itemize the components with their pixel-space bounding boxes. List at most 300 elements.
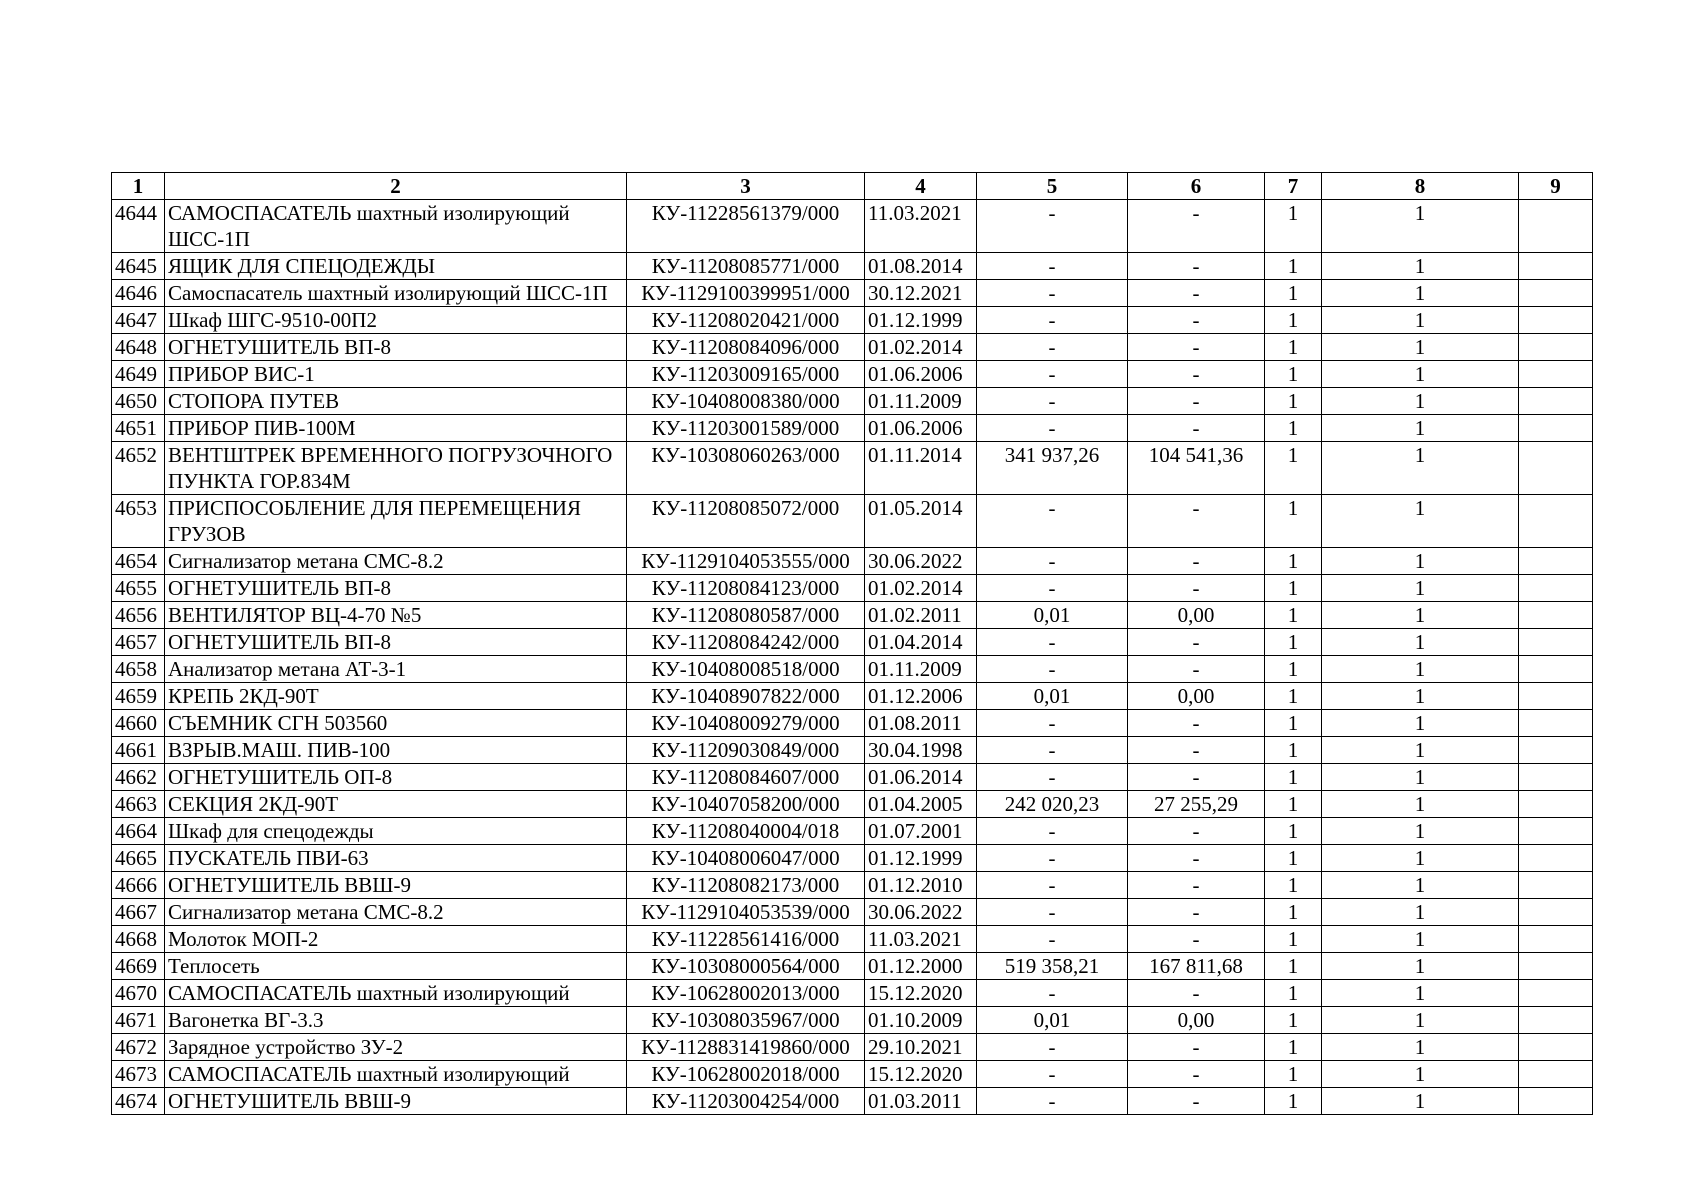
column-8-cell: 1 <box>1322 1007 1519 1034</box>
inventory-number-cell: КУ-10628002018/000 <box>627 1061 865 1088</box>
column-8-cell: 1 <box>1322 361 1519 388</box>
column-5-cell: - <box>977 1061 1128 1088</box>
item-name-cell: ЯЩИК ДЛЯ СПЕЦОДЕЖДЫ <box>165 253 627 280</box>
column-header-6: 6 <box>1128 173 1265 200</box>
table-row <box>112 737 1593 764</box>
table-row <box>112 415 1593 442</box>
column-8-cell: 1 <box>1322 1088 1519 1115</box>
table-row <box>112 926 1593 953</box>
table-row <box>112 656 1593 683</box>
date-cell: 01.03.2011 <box>865 1088 977 1115</box>
inventory-number-cell: КУ-11208080587/000 <box>627 602 865 629</box>
date-cell: 30.12.2021 <box>865 280 977 307</box>
item-name-cell: Сигнализатор метана СМС-8.2 <box>165 548 627 575</box>
column-6-cell: - <box>1128 280 1265 307</box>
item-name-cell: Теплосеть <box>165 953 627 980</box>
column-8-cell: 1 <box>1322 791 1519 818</box>
inventory-number-cell: КУ-11208084096/000 <box>627 334 865 361</box>
column-8-cell: 1 <box>1322 495 1519 548</box>
column-8-cell: 1 <box>1322 710 1519 737</box>
column-7-cell: 1 <box>1265 872 1322 899</box>
column-8-cell: 1 <box>1322 1061 1519 1088</box>
column-6-cell: - <box>1128 872 1265 899</box>
column-9-cell <box>1519 899 1593 926</box>
date-cell: 30.04.1998 <box>865 737 977 764</box>
item-name-cell: Самоспасатель шахтный изолирующий ШСС-1П <box>165 280 627 307</box>
column-5-cell: - <box>977 980 1128 1007</box>
row-number-cell: 4646 <box>112 280 165 307</box>
inventory-number-cell: КУ-11203009165/000 <box>627 361 865 388</box>
column-9-cell <box>1519 926 1593 953</box>
table-row <box>112 1034 1593 1061</box>
column-5-cell: - <box>977 845 1128 872</box>
column-header-3: 3 <box>627 173 865 200</box>
date-cell: 01.06.2014 <box>865 764 977 791</box>
column-7-cell: 1 <box>1265 361 1322 388</box>
column-5-cell: 0,01 <box>977 1007 1128 1034</box>
table-row <box>112 791 1593 818</box>
column-6-cell: - <box>1128 845 1265 872</box>
column-5-cell: - <box>977 872 1128 899</box>
column-9-cell <box>1519 334 1593 361</box>
date-cell: 01.08.2011 <box>865 710 977 737</box>
table-row <box>112 575 1593 602</box>
table-row <box>112 1061 1593 1088</box>
column-6-cell: - <box>1128 253 1265 280</box>
row-number-cell: 4674 <box>112 1088 165 1115</box>
column-5-cell: - <box>977 926 1128 953</box>
column-8-cell: 1 <box>1322 764 1519 791</box>
inventory-number-cell: КУ-10308060263/000 <box>627 442 865 495</box>
item-name-cell: ОГНЕТУШИТЕЛЬ ОП-8 <box>165 764 627 791</box>
table-row <box>112 953 1593 980</box>
column-7-cell: 1 <box>1265 845 1322 872</box>
column-9-cell <box>1519 710 1593 737</box>
column-6-cell: - <box>1128 737 1265 764</box>
row-number-cell: 4672 <box>112 1034 165 1061</box>
column-9-cell <box>1519 980 1593 1007</box>
inventory-number-cell: КУ-10308000564/000 <box>627 953 865 980</box>
row-number-cell: 4657 <box>112 629 165 656</box>
column-9-cell <box>1519 1034 1593 1061</box>
row-number-cell: 4670 <box>112 980 165 1007</box>
item-name-cell: ПРИСПОСОБЛЕНИЕ ДЛЯ ПЕРЕМЕЩЕНИЯ ГРУЗОВ <box>165 495 627 548</box>
table-row <box>112 361 1593 388</box>
column-5-cell: - <box>977 548 1128 575</box>
column-6-cell: - <box>1128 710 1265 737</box>
inventory-number-cell: КУ-10408006047/000 <box>627 845 865 872</box>
column-9-cell <box>1519 200 1593 253</box>
column-8-cell: 1 <box>1322 602 1519 629</box>
column-6-cell: - <box>1128 334 1265 361</box>
inventory-number-cell: КУ-11208085771/000 <box>627 253 865 280</box>
column-7-cell: 1 <box>1265 307 1322 334</box>
table-row <box>112 764 1593 791</box>
header-row <box>112 173 1593 200</box>
table-row <box>112 602 1593 629</box>
date-cell: 01.04.2005 <box>865 791 977 818</box>
column-5-cell: - <box>977 200 1128 253</box>
column-6-cell: - <box>1128 926 1265 953</box>
column-5-cell: 242 020,23 <box>977 791 1128 818</box>
date-cell: 01.02.2014 <box>865 575 977 602</box>
item-name-cell: ПРИБОР ПИВ-100М <box>165 415 627 442</box>
column-7-cell: 1 <box>1265 1034 1322 1061</box>
column-5-cell: - <box>977 388 1128 415</box>
column-7-cell: 1 <box>1265 656 1322 683</box>
date-cell: 01.05.2014 <box>865 495 977 548</box>
column-9-cell <box>1519 253 1593 280</box>
column-header-9: 9 <box>1519 173 1593 200</box>
column-9-cell <box>1519 1088 1593 1115</box>
inventory-number-cell: КУ-11208020421/000 <box>627 307 865 334</box>
row-number-cell: 4655 <box>112 575 165 602</box>
column-5-cell: - <box>977 710 1128 737</box>
item-name-cell: Молоток МОП-2 <box>165 926 627 953</box>
column-9-cell <box>1519 1007 1593 1034</box>
inventory-number-cell: КУ-11208084607/000 <box>627 764 865 791</box>
column-5-cell: - <box>977 307 1128 334</box>
column-5-cell: - <box>977 656 1128 683</box>
column-8-cell: 1 <box>1322 415 1519 442</box>
date-cell: 15.12.2020 <box>865 1061 977 1088</box>
inventory-number-cell: КУ-11208085072/000 <box>627 495 865 548</box>
item-name-cell: Зарядное устройство ЗУ-2 <box>165 1034 627 1061</box>
column-6-cell: - <box>1128 495 1265 548</box>
column-8-cell: 1 <box>1322 388 1519 415</box>
column-6-cell: - <box>1128 575 1265 602</box>
column-6-cell: 0,00 <box>1128 602 1265 629</box>
column-7-cell: 1 <box>1265 334 1322 361</box>
inventory-number-cell: КУ-11203004254/000 <box>627 1088 865 1115</box>
row-number-cell: 4660 <box>112 710 165 737</box>
column-9-cell <box>1519 361 1593 388</box>
row-number-cell: 4644 <box>112 200 165 253</box>
column-8-cell: 1 <box>1322 200 1519 253</box>
column-5-cell: - <box>977 253 1128 280</box>
date-cell: 11.03.2021 <box>865 200 977 253</box>
column-8-cell: 1 <box>1322 575 1519 602</box>
table-row <box>112 683 1593 710</box>
column-6-cell: - <box>1128 764 1265 791</box>
item-name-cell: Вагонетка ВГ-3.3 <box>165 1007 627 1034</box>
column-6-cell: 0,00 <box>1128 1007 1265 1034</box>
row-number-cell: 4663 <box>112 791 165 818</box>
row-number-cell: 4671 <box>112 1007 165 1034</box>
row-number-cell: 4664 <box>112 818 165 845</box>
inventory-number-cell: КУ-10407058200/000 <box>627 791 865 818</box>
date-cell: 01.12.1999 <box>865 845 977 872</box>
column-5-cell: - <box>977 334 1128 361</box>
inventory-number-cell: КУ-11208082173/000 <box>627 872 865 899</box>
inventory-number-cell: КУ-11209030849/000 <box>627 737 865 764</box>
column-9-cell <box>1519 548 1593 575</box>
column-7-cell: 1 <box>1265 388 1322 415</box>
asset-table <box>111 172 1593 1115</box>
column-5-cell: 519 358,21 <box>977 953 1128 980</box>
inventory-number-cell: КУ-1129100399951/000 <box>627 280 865 307</box>
column-8-cell: 1 <box>1322 818 1519 845</box>
column-8-cell: 1 <box>1322 1034 1519 1061</box>
inventory-number-cell: КУ-1128831419860/000 <box>627 1034 865 1061</box>
column-6-cell: - <box>1128 1034 1265 1061</box>
column-6-cell: - <box>1128 361 1265 388</box>
date-cell: 01.04.2014 <box>865 629 977 656</box>
item-name-cell: ОГНЕТУШИТЕЛЬ ВП-8 <box>165 334 627 361</box>
column-header-2: 2 <box>165 173 627 200</box>
inventory-number-cell: КУ-10308035967/000 <box>627 1007 865 1034</box>
column-5-cell: 341 937,26 <box>977 442 1128 495</box>
column-header-5: 5 <box>977 173 1128 200</box>
row-number-cell: 4652 <box>112 442 165 495</box>
column-5-cell: - <box>977 1088 1128 1115</box>
date-cell: 01.11.2014 <box>865 442 977 495</box>
column-7-cell: 1 <box>1265 253 1322 280</box>
table-row <box>112 818 1593 845</box>
column-5-cell: - <box>977 575 1128 602</box>
row-number-cell: 4645 <box>112 253 165 280</box>
column-9-cell <box>1519 1061 1593 1088</box>
column-7-cell: 1 <box>1265 548 1322 575</box>
column-6-cell: - <box>1128 415 1265 442</box>
column-7-cell: 1 <box>1265 710 1322 737</box>
date-cell: 15.12.2020 <box>865 980 977 1007</box>
date-cell: 01.12.2006 <box>865 683 977 710</box>
column-6-cell: - <box>1128 980 1265 1007</box>
column-header-4: 4 <box>865 173 977 200</box>
column-7-cell: 1 <box>1265 683 1322 710</box>
column-9-cell <box>1519 656 1593 683</box>
table-row <box>112 980 1593 1007</box>
column-8-cell: 1 <box>1322 953 1519 980</box>
column-8-cell: 1 <box>1322 307 1519 334</box>
column-5-cell: - <box>977 495 1128 548</box>
date-cell: 01.06.2006 <box>865 361 977 388</box>
column-6-cell: 167 811,68 <box>1128 953 1265 980</box>
column-5-cell: - <box>977 899 1128 926</box>
inventory-number-cell: КУ-10408008380/000 <box>627 388 865 415</box>
column-6-cell: - <box>1128 1061 1265 1088</box>
column-6-cell: - <box>1128 200 1265 253</box>
column-9-cell <box>1519 629 1593 656</box>
inventory-number-cell: КУ-11208084242/000 <box>627 629 865 656</box>
column-7-cell: 1 <box>1265 1088 1322 1115</box>
column-6-cell: - <box>1128 1088 1265 1115</box>
table-row <box>112 442 1593 495</box>
item-name-cell: ОГНЕТУШИТЕЛЬ ВП-8 <box>165 575 627 602</box>
item-name-cell: КРЕПЬ 2КД-90Т <box>165 683 627 710</box>
column-9-cell <box>1519 388 1593 415</box>
column-8-cell: 1 <box>1322 334 1519 361</box>
column-5-cell: - <box>977 415 1128 442</box>
row-number-cell: 4662 <box>112 764 165 791</box>
column-9-cell <box>1519 953 1593 980</box>
table-row <box>112 495 1593 548</box>
table-row <box>112 872 1593 899</box>
column-9-cell <box>1519 818 1593 845</box>
column-8-cell: 1 <box>1322 656 1519 683</box>
inventory-number-cell: КУ-1129104053555/000 <box>627 548 865 575</box>
item-name-cell: ОГНЕТУШИТЕЛЬ ВВШ-9 <box>165 872 627 899</box>
row-number-cell: 4649 <box>112 361 165 388</box>
date-cell: 11.03.2021 <box>865 926 977 953</box>
column-7-cell: 1 <box>1265 495 1322 548</box>
inventory-number-cell: КУ-10408008518/000 <box>627 656 865 683</box>
item-name-cell: Шкаф для спецодежды <box>165 818 627 845</box>
column-6-cell: - <box>1128 388 1265 415</box>
item-name-cell: ОГНЕТУШИТЕЛЬ ВВШ-9 <box>165 1088 627 1115</box>
item-name-cell: Сигнализатор метана СМС-8.2 <box>165 899 627 926</box>
column-8-cell: 1 <box>1322 845 1519 872</box>
item-name-cell: Шкаф ШГС-9510-00П2 <box>165 307 627 334</box>
column-9-cell <box>1519 764 1593 791</box>
date-cell: 29.10.2021 <box>865 1034 977 1061</box>
row-number-cell: 4668 <box>112 926 165 953</box>
table-row <box>112 899 1593 926</box>
column-7-cell: 1 <box>1265 818 1322 845</box>
date-cell: 01.12.2010 <box>865 872 977 899</box>
row-number-cell: 4665 <box>112 845 165 872</box>
column-8-cell: 1 <box>1322 926 1519 953</box>
date-cell: 01.08.2014 <box>865 253 977 280</box>
row-number-cell: 4654 <box>112 548 165 575</box>
item-name-cell: Анализатор метана АТ-3-1 <box>165 656 627 683</box>
column-8-cell: 1 <box>1322 980 1519 1007</box>
item-name-cell: ВЗРЫВ.МАШ. ПИВ-100 <box>165 737 627 764</box>
column-9-cell <box>1519 683 1593 710</box>
inventory-number-cell: КУ-10628002013/000 <box>627 980 865 1007</box>
item-name-cell: ОГНЕТУШИТЕЛЬ ВП-8 <box>165 629 627 656</box>
inventory-number-cell: КУ-11208040004/018 <box>627 818 865 845</box>
column-5-cell: - <box>977 1034 1128 1061</box>
column-9-cell <box>1519 845 1593 872</box>
column-8-cell: 1 <box>1322 442 1519 495</box>
column-7-cell: 1 <box>1265 953 1322 980</box>
registry-sheet <box>111 172 1593 1115</box>
date-cell: 01.11.2009 <box>865 388 977 415</box>
column-7-cell: 1 <box>1265 602 1322 629</box>
inventory-number-cell: КУ-11208084123/000 <box>627 575 865 602</box>
column-9-cell <box>1519 575 1593 602</box>
row-number-cell: 4658 <box>112 656 165 683</box>
column-8-cell: 1 <box>1322 548 1519 575</box>
date-cell: 01.02.2014 <box>865 334 977 361</box>
column-8-cell: 1 <box>1322 280 1519 307</box>
column-9-cell <box>1519 602 1593 629</box>
item-name-cell: САМОСПАСАТЕЛЬ шахтный изолирующий <box>165 980 627 1007</box>
table-row <box>112 388 1593 415</box>
date-cell: 30.06.2022 <box>865 548 977 575</box>
column-6-cell: 27 255,29 <box>1128 791 1265 818</box>
inventory-number-cell: КУ-11203001589/000 <box>627 415 865 442</box>
column-header-8: 8 <box>1322 173 1519 200</box>
inventory-number-cell: КУ-11228561416/000 <box>627 926 865 953</box>
row-number-cell: 4650 <box>112 388 165 415</box>
date-cell: 01.02.2011 <box>865 602 977 629</box>
column-6-cell: 104 541,36 <box>1128 442 1265 495</box>
column-header-1: 1 <box>112 173 165 200</box>
column-6-cell: - <box>1128 629 1265 656</box>
row-number-cell: 4647 <box>112 307 165 334</box>
column-6-cell: - <box>1128 307 1265 334</box>
column-6-cell: - <box>1128 548 1265 575</box>
column-5-cell: - <box>977 737 1128 764</box>
table-row <box>112 200 1593 253</box>
column-9-cell <box>1519 737 1593 764</box>
column-9-cell <box>1519 307 1593 334</box>
row-number-cell: 4669 <box>112 953 165 980</box>
item-name-cell: СТОПОРА ПУТЕВ <box>165 388 627 415</box>
row-number-cell: 4661 <box>112 737 165 764</box>
inventory-number-cell: КУ-10408009279/000 <box>627 710 865 737</box>
column-6-cell: - <box>1128 818 1265 845</box>
column-7-cell: 1 <box>1265 791 1322 818</box>
column-7-cell: 1 <box>1265 1061 1322 1088</box>
item-name-cell: ВЕНТШТРЕК ВРЕМЕННОГО ПОГРУЗОЧНОГО ПУНКТА ГОР.834М <box>165 442 627 495</box>
column-7-cell: 1 <box>1265 926 1322 953</box>
table-row <box>112 845 1593 872</box>
column-5-cell: 0,01 <box>977 602 1128 629</box>
column-5-cell: 0,01 <box>977 683 1128 710</box>
item-name-cell: СЕКЦИЯ 2КД-90Т <box>165 791 627 818</box>
inventory-number-cell: КУ-10408907822/000 <box>627 683 865 710</box>
column-9-cell <box>1519 442 1593 495</box>
column-7-cell: 1 <box>1265 280 1322 307</box>
row-number-cell: 4673 <box>112 1061 165 1088</box>
column-9-cell <box>1519 415 1593 442</box>
table-body <box>112 200 1593 1115</box>
column-9-cell <box>1519 280 1593 307</box>
table-row <box>112 280 1593 307</box>
column-8-cell: 1 <box>1322 872 1519 899</box>
item-name-cell: ВЕНТИЛЯТОР ВЦ-4-70 №5 <box>165 602 627 629</box>
row-number-cell: 4659 <box>112 683 165 710</box>
date-cell: 30.06.2022 <box>865 899 977 926</box>
item-name-cell: САМОСПАСАТЕЛЬ шахтный изолирующий <box>165 1061 627 1088</box>
table-row <box>112 710 1593 737</box>
table-row <box>112 548 1593 575</box>
column-8-cell: 1 <box>1322 737 1519 764</box>
row-number-cell: 4651 <box>112 415 165 442</box>
date-cell: 01.06.2006 <box>865 415 977 442</box>
date-cell: 01.12.2000 <box>865 953 977 980</box>
column-9-cell <box>1519 495 1593 548</box>
table-row <box>112 307 1593 334</box>
column-5-cell: - <box>977 629 1128 656</box>
inventory-number-cell: КУ-1129104053539/000 <box>627 899 865 926</box>
column-7-cell: 1 <box>1265 575 1322 602</box>
column-8-cell: 1 <box>1322 629 1519 656</box>
column-7-cell: 1 <box>1265 737 1322 764</box>
row-number-cell: 4666 <box>112 872 165 899</box>
column-7-cell: 1 <box>1265 442 1322 495</box>
date-cell: 01.10.2009 <box>865 1007 977 1034</box>
column-9-cell <box>1519 872 1593 899</box>
column-8-cell: 1 <box>1322 683 1519 710</box>
column-7-cell: 1 <box>1265 1007 1322 1034</box>
date-cell: 01.12.1999 <box>865 307 977 334</box>
column-8-cell: 1 <box>1322 253 1519 280</box>
column-header-7: 7 <box>1265 173 1322 200</box>
item-name-cell: САМОСПАСАТЕЛЬ шахтный изолирующий ШСС-1П <box>165 200 627 253</box>
table-row <box>112 1088 1593 1115</box>
date-cell: 01.11.2009 <box>865 656 977 683</box>
date-cell: 01.07.2001 <box>865 818 977 845</box>
column-6-cell: - <box>1128 656 1265 683</box>
column-7-cell: 1 <box>1265 899 1322 926</box>
inventory-number-cell: КУ-11228561379/000 <box>627 200 865 253</box>
table-row <box>112 629 1593 656</box>
